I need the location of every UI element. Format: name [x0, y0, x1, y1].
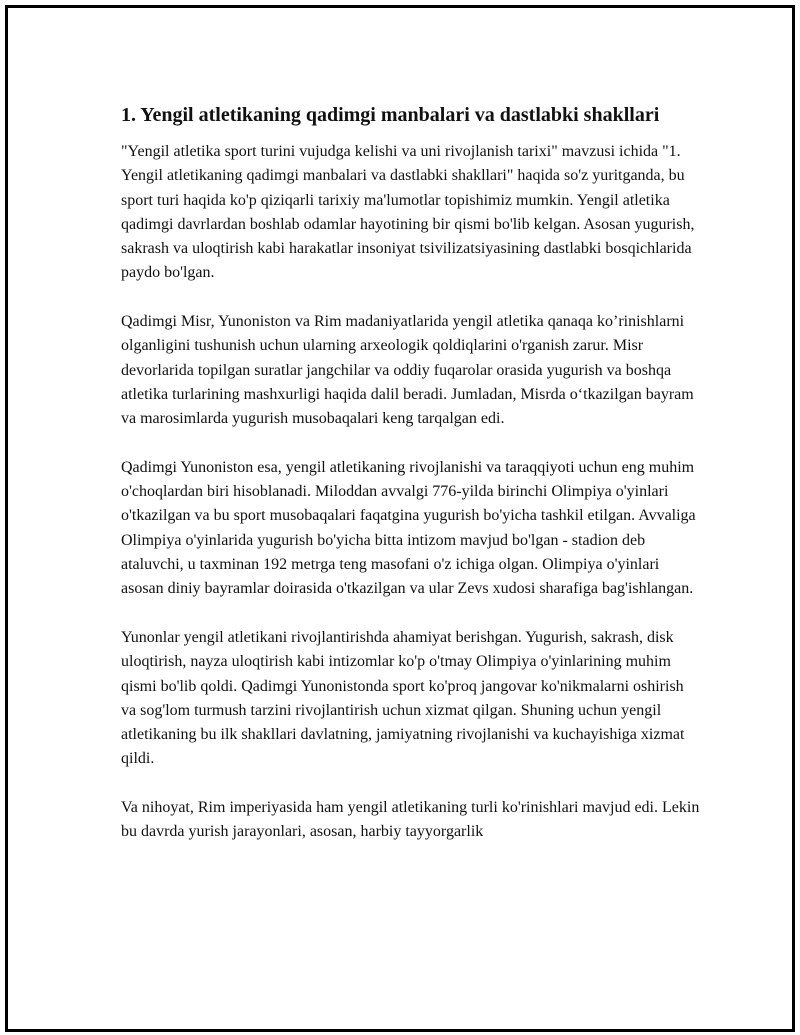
document-body — [121, 102, 701, 869]
paragraph-5: Va nihoyat, Rim imperiyasida ham yengil atletikaning turli ko'rinishlari mavjud edi. Lekin bu davrda yurish jarayonlari, asosan, harbiy tayyorgarlik — [121, 799, 700, 841]
paragraph-2: Qadimgi Misr, Yunoniston va Rim madaniyatlarida yengil atletika qanaqa ko’rinishlarni olganligini tushunish uchun ularning arxeologik qoldiqlarini o'rganish zarur. Misr devorlarida topilgan suratlar jangchilar va oddiy fuqarolar orasida yugurish va boshqa atletika turlarining mashxurligi haqida dalil beradi. Jumladan, Misrda o‘tkazilgan bayram va marosimlarda yugurish musobaqalari keng tarqalgan edi. — [121, 313, 694, 428]
section-heading: 1. Yengil atletikaning qadimgi manbalari va dastlabki shakllari — [121, 104, 660, 126]
paragraph-3: Qadimgi Yunoniston esa, yengil atletikaning rivojlanishi va taraqqiyoti uchun eng muhim o'choqlardan biri hisoblanadi. Miloddan avvalgi 776-yilda birinchi Olimpiya o'yinlari o'tkazilgan va bu sport musobaqalari faqatgina yugurish bo'yicha tashkil etilgan. Avvaliga Olimpiya o'yinlarida yugurish bo'yicha bitta intizom mavjud bo'lgan - stadion deb ataluvchi, u taxminan 192 metrga teng masofani o'z ichiga olgan. Olimpiya o'yinlari asosan diniy bayramlar doirasida o'tkazilgan va ular Zevs xudosi sharafiga bag'ishlangan. — [121, 458, 696, 598]
paragraph-4: Yunonlar yengil atletikani rivojlantirishda ahamiyat berishgan. Yugurish, sakrash, disk uloqtirish, nayza uloqtirish kabi intizomlar ko'p o'tmay Olimpiya o'yinlarining muhim qismi bo'lib qoldi. Qadimgi Yunonistonda sport ko'proq jangovar ko'nikmalarni oshirish va sog'lom turmush tarzini rivojlantirish uchun xizmat qilgan. Shuning uchun yengil atletikaning bu ilk shakllari davlatning, jamiyatning rivojlanishi va kuchayishiga xizmat qildi. — [121, 628, 685, 768]
paragraph-1: "Yengil atletika sport turini vujudga kelishi va uni rivojlanish tarixi" mavzusi ichida "1. Yengil atletikaning qadimgi manbalari va dastlabki shakllari" haqida so'z yuritganda, bu sport turi haqida ko'p qiziqarli tarixiy ma'lumotlar topishimiz mumkin. Yengil atletika qadimgi davrlardan boshlab odamlar hayotining bir qismi bo'lib kelgan. Asosan yugurish, sakrash va uloqtirish kabi harakatlar insoniyat tsivilizatsiyasining dastlabki bosqichlarida paydo bo'lgan. — [121, 143, 695, 282]
page-frame — [5, 5, 795, 1032]
